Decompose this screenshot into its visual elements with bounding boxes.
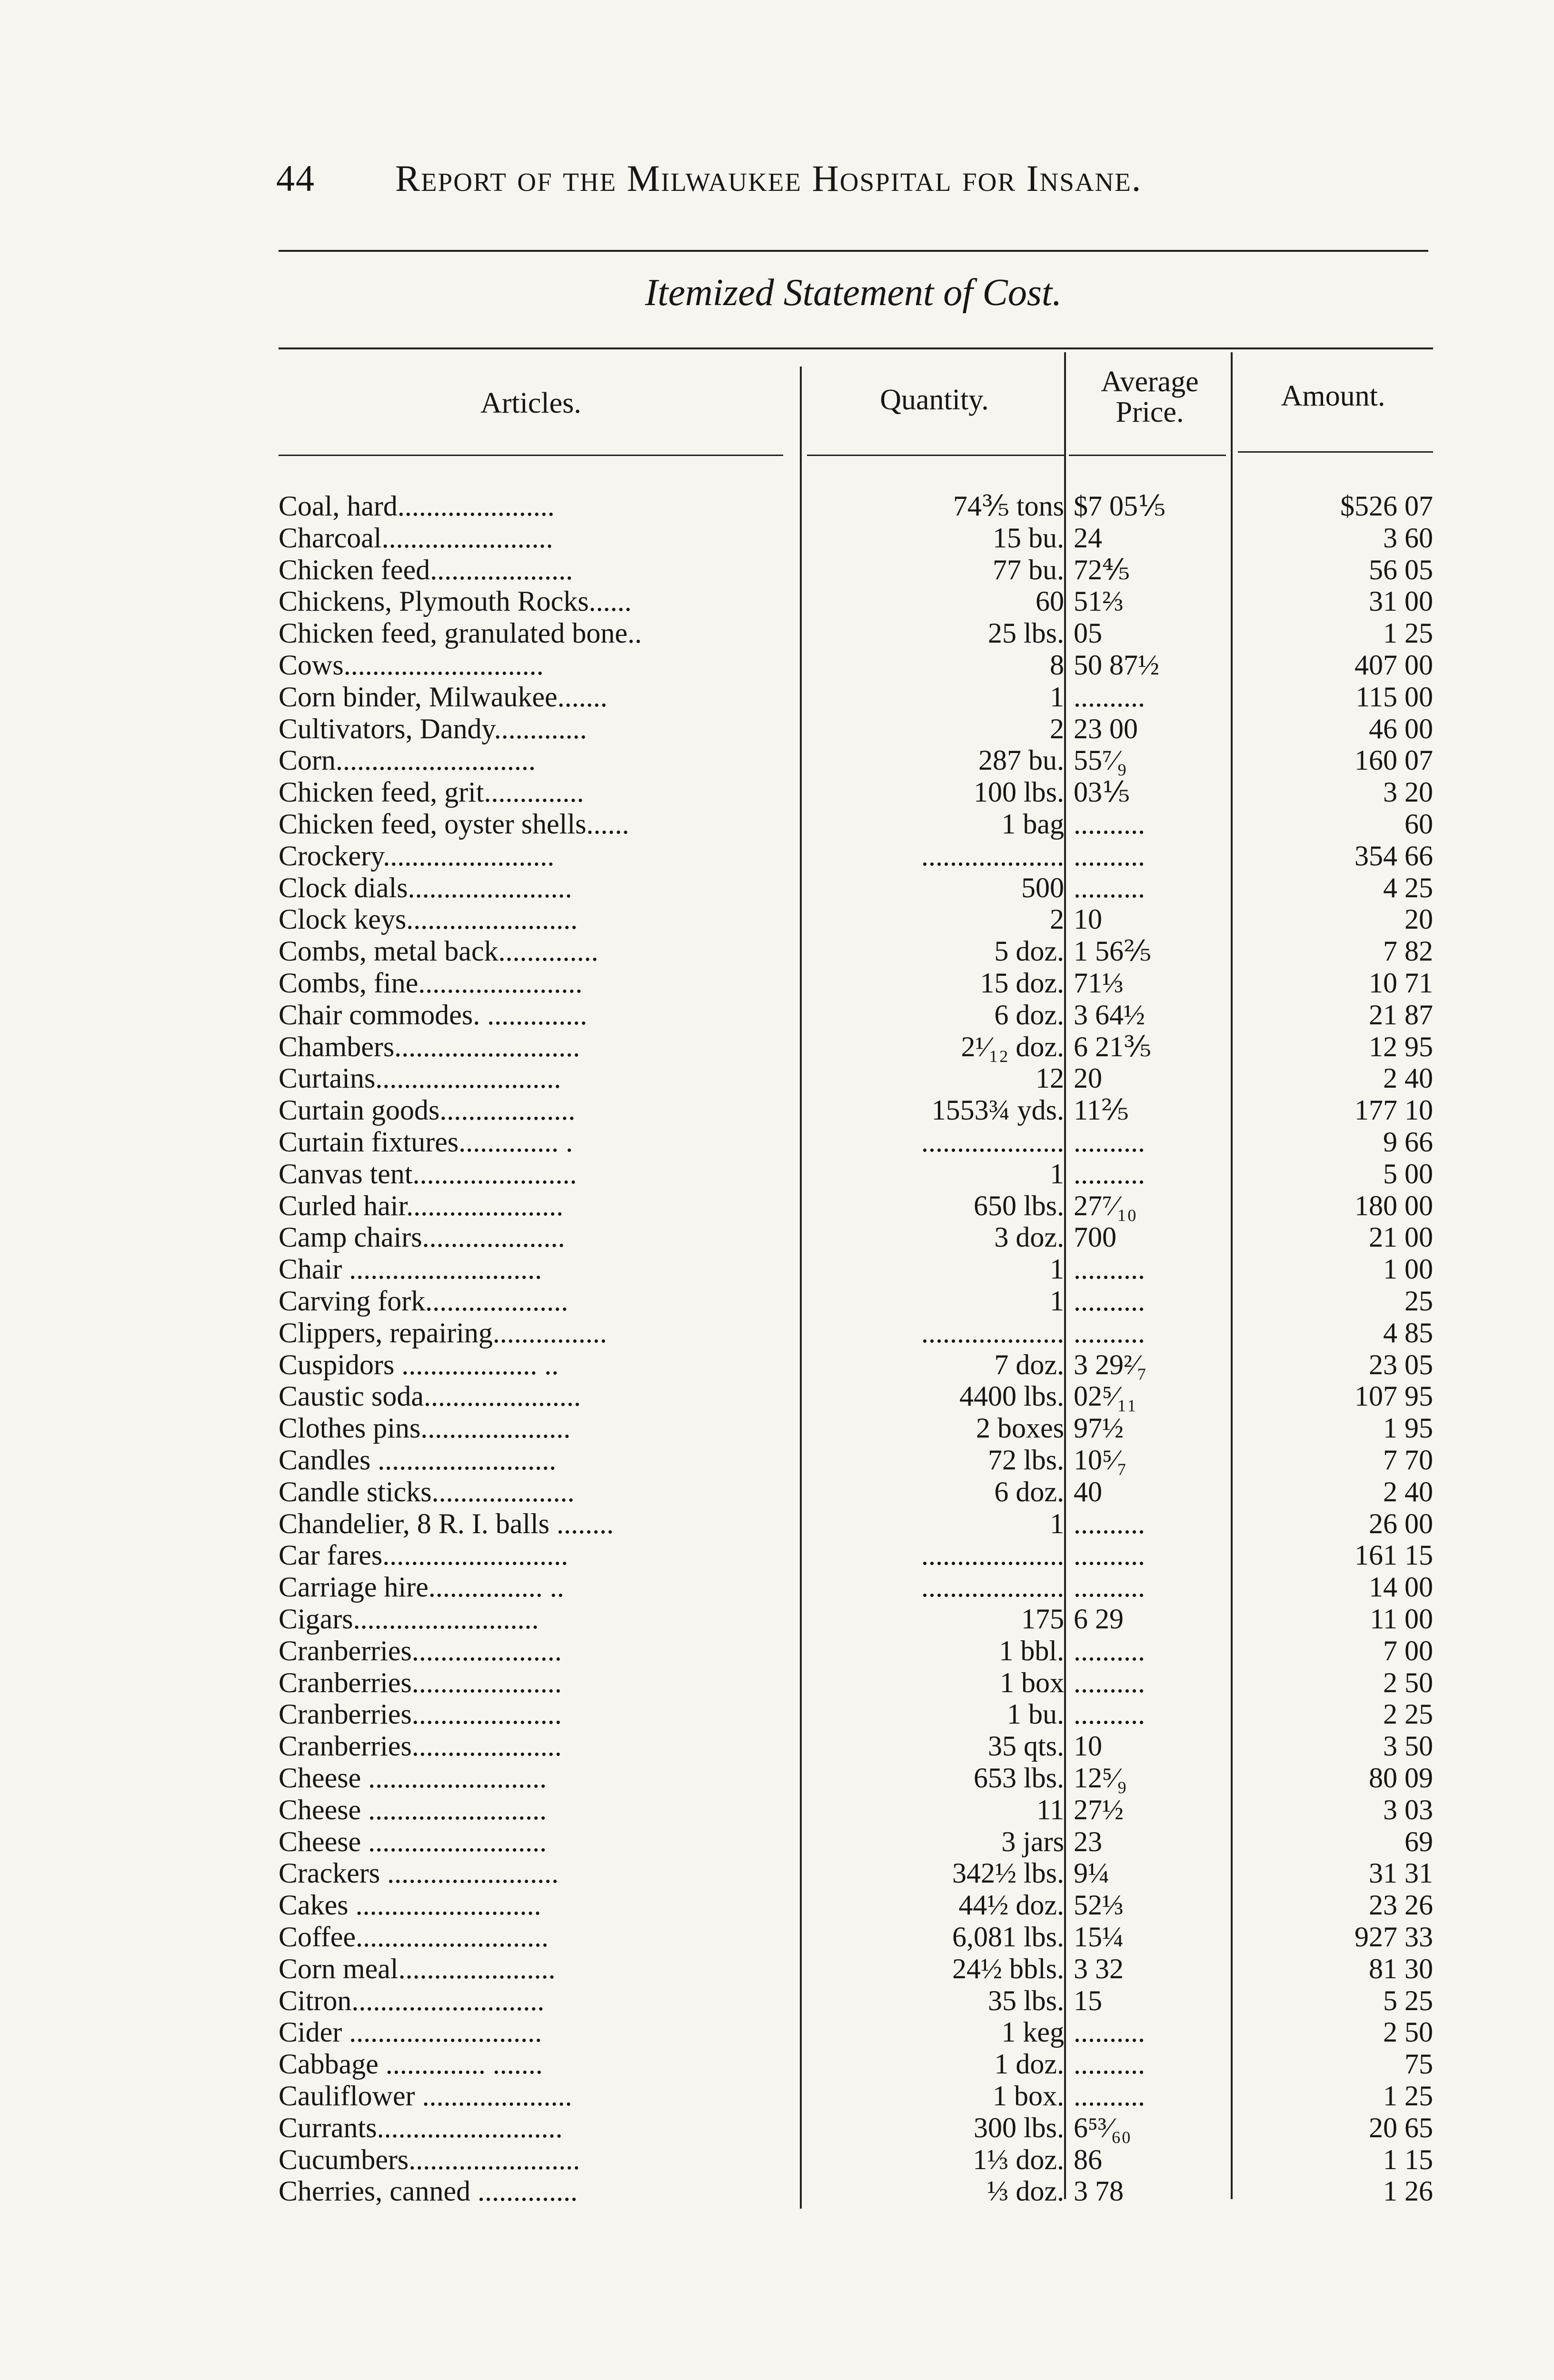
average-price-cell: 9¼ — [1074, 1857, 1109, 1889]
amount-cell: 26 00 — [1369, 1508, 1433, 1539]
table-row — [0, 1698, 1554, 1730]
average-price-cell: 6 29 — [1074, 1603, 1124, 1635]
article-cell: Chicken feed, grit.............. — [279, 776, 584, 808]
article-cell: Chair ........................... — [279, 1253, 542, 1285]
amount-cell: 3 50 — [1383, 1730, 1433, 1762]
amount-cell: 60 — [1405, 808, 1433, 840]
article-cell: Chicken feed, oyster shells...... — [279, 808, 629, 840]
average-price-cell: 05 — [1074, 617, 1102, 649]
average-price-cell: 51⅔ — [1074, 585, 1124, 617]
average-price-cell: .......... — [1074, 1667, 1145, 1698]
average-price-cell: 15 — [1074, 1985, 1102, 2016]
quantity-cell: 77 bu. — [993, 554, 1064, 585]
average-price-cell: 3 78 — [1074, 2175, 1124, 2207]
article-cell: Crackers ........................ — [279, 1857, 559, 1889]
table-row — [0, 1635, 1554, 1667]
article-cell: Citron........................... — [279, 1985, 545, 2016]
amount-cell: 3 20 — [1383, 776, 1433, 808]
amount-cell: 1 26 — [1383, 2175, 1433, 2207]
amount-cell: 1 25 — [1383, 2080, 1433, 2112]
average-price-cell: 55⁷⁄₉ — [1074, 744, 1127, 776]
article-cell: Cranberries..................... — [279, 1698, 562, 1730]
table-row — [0, 1317, 1554, 1349]
table-row — [0, 1412, 1554, 1444]
amount-cell: 31 00 — [1369, 585, 1433, 617]
quantity-cell: 1 doz. — [994, 2048, 1064, 2080]
table-row — [0, 585, 1554, 617]
table-row — [0, 1857, 1554, 1889]
quantity-cell: 2 — [1050, 713, 1064, 744]
article-cell: Chambers.......................... — [279, 1031, 580, 1062]
average-price-cell: .......... — [1074, 1635, 1145, 1666]
table-row — [0, 872, 1554, 904]
quantity-cell: 72 lbs. — [987, 1444, 1064, 1476]
quantity-cell: .................... — [921, 1571, 1064, 1603]
article-cell: Combs, fine....................... — [279, 967, 583, 999]
quantity-cell: 35 qts. — [987, 1730, 1064, 1762]
table-row — [0, 2144, 1554, 2176]
quantity-cell: .................... — [921, 1539, 1064, 1571]
quantity-cell: 6 doz. — [994, 1476, 1064, 1507]
header-rule — [279, 250, 1428, 252]
article-cell: Cakes .......................... — [279, 1889, 541, 1921]
article-cell: Chair commodes. .............. — [279, 999, 588, 1031]
table-row — [0, 1508, 1554, 1540]
table-row — [0, 1921, 1554, 1953]
average-price-cell: 50 87½ — [1074, 649, 1159, 681]
table-row — [0, 1762, 1554, 1794]
average-price-cell: .......... — [1074, 1571, 1145, 1603]
article-cell: Cranberries..................... — [279, 1667, 562, 1698]
amount-cell: 7 70 — [1383, 1444, 1433, 1476]
average-price-cell: .......... — [1074, 840, 1145, 872]
quantity-cell: 1 bag — [1001, 808, 1064, 840]
amount-cell: 3 03 — [1383, 1794, 1433, 1825]
quantity-cell: 653 lbs. — [973, 1762, 1064, 1794]
average-price-cell: 72⅘ — [1074, 554, 1130, 585]
amount-cell: 2 40 — [1383, 1062, 1433, 1094]
table-row — [0, 2112, 1554, 2144]
average-price-cell: .......... — [1074, 808, 1145, 840]
average-price-cell: 12⁵⁄₉ — [1074, 1762, 1127, 1794]
average-price-cell: 23 00 — [1074, 713, 1138, 744]
average-price-cell: 11⅖ — [1074, 1094, 1129, 1126]
table-row — [0, 1953, 1554, 1985]
quantity-cell: 1 bbl. — [999, 1635, 1064, 1666]
quantity-cell: 6,081 lbs. — [952, 1921, 1064, 1953]
table-row — [0, 2080, 1554, 2112]
table-row — [0, 681, 1554, 713]
quantity-cell: 8 — [1050, 649, 1064, 681]
average-price-cell: 6⁵³⁄₆₀ — [1074, 2112, 1131, 2143]
article-cell: Crockery........................ — [279, 840, 555, 872]
quantity-cell: 342½ lbs. — [952, 1857, 1064, 1889]
table-row — [0, 840, 1554, 872]
average-price-cell: 27½ — [1074, 1794, 1124, 1825]
quantity-cell: .................... — [921, 840, 1064, 872]
average-price-cell: .......... — [1074, 1698, 1145, 1730]
quantity-cell: 1 — [1050, 1285, 1064, 1317]
average-price-cell: 27⁷⁄₁₀ — [1074, 1190, 1137, 1221]
table-row — [0, 744, 1554, 776]
average-price-line2: Price. — [1116, 396, 1184, 428]
quantity-cell: 35 lbs. — [987, 1985, 1064, 2016]
amount-cell: 10 71 — [1369, 967, 1433, 999]
amount-cell: 4 85 — [1383, 1317, 1433, 1349]
table-row — [0, 1158, 1554, 1190]
amount-cell: 11 00 — [1370, 1603, 1433, 1635]
amount-cell: 407 00 — [1355, 649, 1433, 681]
average-price-cell: 03⅕ — [1074, 776, 1130, 808]
average-price-cell: 40 — [1074, 1476, 1102, 1507]
table-row — [0, 776, 1554, 808]
article-cell: Cheese ......................... — [279, 1762, 547, 1794]
article-cell: Chandelier, 8 R. I. balls ........ — [279, 1508, 614, 1539]
table-row — [0, 554, 1554, 586]
table-row — [0, 1794, 1554, 1826]
article-cell: Camp chairs.................... — [279, 1221, 565, 1253]
average-price-cell: .......... — [1074, 1539, 1145, 1571]
amount-cell: 1 15 — [1383, 2144, 1433, 2175]
amount-cell: 25 — [1405, 1285, 1433, 1317]
amount-cell: 177 10 — [1355, 1094, 1433, 1126]
table-row — [0, 935, 1554, 967]
statement-title: Itemized Statement of Cost. — [645, 272, 1062, 314]
amount-cell: 69 — [1405, 1826, 1433, 1857]
table-row — [0, 1889, 1554, 1921]
amount-cell: 7 00 — [1383, 1635, 1433, 1666]
amount-cell: 107 95 — [1355, 1380, 1433, 1412]
article-cell: Chicken feed.................... — [279, 554, 573, 585]
article-cell: Cider ........................... — [279, 2016, 542, 2048]
amount-cell: 23 05 — [1369, 1349, 1433, 1380]
table-row — [0, 490, 1554, 522]
quantity-cell: 300 lbs. — [973, 2112, 1064, 2143]
table-row — [0, 1667, 1554, 1699]
article-cell: Charcoal........................ — [279, 522, 553, 554]
quantity-cell: 4400 lbs. — [959, 1380, 1064, 1412]
amount-cell: 1 00 — [1383, 1253, 1433, 1285]
table-row — [0, 2175, 1554, 2207]
quantity-cell: 1 box — [1000, 1667, 1064, 1698]
quantity-header-rule — [807, 455, 1064, 456]
article-cell: Carving fork.................... — [279, 1285, 568, 1317]
quantity-cell: 25 lbs. — [987, 617, 1064, 649]
table-row — [0, 649, 1554, 681]
quantity-cell: .................... — [921, 1317, 1064, 1349]
amount-cell: 21 87 — [1369, 999, 1433, 1031]
average-price-cell: 700 — [1074, 1221, 1116, 1253]
average-price-cell: 97½ — [1074, 1412, 1124, 1444]
article-cell: Coffee........................... — [279, 1921, 549, 1953]
amount-cell: 1 95 — [1383, 1412, 1433, 1444]
amount-cell: 5 25 — [1383, 1985, 1433, 2016]
quantity-cell: 100 lbs. — [973, 776, 1064, 808]
quantity-cell: 74⅗ tons — [953, 490, 1064, 522]
amount-cell: 354 66 — [1355, 840, 1433, 872]
table-row — [0, 2016, 1554, 2048]
table-row — [0, 967, 1554, 999]
amount-cell: 80 09 — [1369, 1762, 1433, 1794]
article-cell: Cheese ......................... — [279, 1826, 547, 1857]
amount-cell: 160 07 — [1355, 744, 1433, 776]
article-cell: Clippers, repairing................ — [279, 1317, 607, 1349]
table-row — [0, 1221, 1554, 1253]
quantity-cell: 6 doz. — [994, 999, 1064, 1031]
amount-header-rule — [1238, 451, 1433, 453]
average-price-cell: 10 — [1074, 1730, 1102, 1762]
average-price-cell: 6 21⅗ — [1074, 1031, 1152, 1062]
table-row — [0, 1826, 1554, 1858]
amount-cell: 14 00 — [1369, 1571, 1433, 1603]
article-cell: Cranberries..................... — [279, 1730, 562, 1762]
table-row — [0, 1031, 1554, 1063]
quantity-cell: 1 — [1050, 1158, 1064, 1190]
table-row — [0, 1571, 1554, 1603]
quantity-cell: 287 bu. — [978, 744, 1064, 776]
average-price-cell: 3 64½ — [1074, 999, 1145, 1031]
article-cell: Corn meal...................... — [279, 1953, 556, 1984]
amount-cell: 161 15 — [1355, 1539, 1433, 1571]
articles-header-rule — [279, 455, 783, 456]
quantity-cell: 1 — [1050, 1508, 1064, 1539]
amount-cell: 2 25 — [1383, 1698, 1433, 1730]
article-cell: Clock dials....................... — [279, 872, 572, 903]
table-row — [0, 1062, 1554, 1094]
average-price-cell: 24 — [1074, 522, 1102, 554]
quantity-cell: 2 — [1050, 903, 1064, 935]
column-header-quantity: Quantity. — [880, 384, 989, 416]
table-row — [0, 808, 1554, 840]
article-cell: Corn binder, Milwaukee....... — [279, 681, 608, 713]
amount-cell: 81 30 — [1369, 1953, 1433, 1984]
article-cell: Cigars.......................... — [279, 1603, 539, 1635]
table-row — [0, 1380, 1554, 1412]
amount-cell: 20 65 — [1369, 2112, 1433, 2143]
table-row — [0, 1476, 1554, 1508]
quantity-cell: ⅓ doz. — [987, 2175, 1064, 2207]
column-header-amount: Amount. — [1281, 380, 1385, 412]
article-cell: Candle sticks.................... — [279, 1476, 575, 1507]
table-row — [0, 1444, 1554, 1476]
article-cell: Cranberries..................... — [279, 1635, 562, 1666]
amount-cell: 9 66 — [1383, 1126, 1433, 1158]
amount-cell: 927 33 — [1355, 1921, 1433, 1953]
quantity-cell: 44½ doz. — [958, 1889, 1064, 1921]
column-header-average-price — [1066, 367, 1233, 427]
report-title: Report of the Milwaukee Hospital for Insane. — [395, 158, 1142, 199]
quantity-cell: 2 boxes — [976, 1412, 1064, 1444]
amount-cell: 20 — [1405, 903, 1433, 935]
table-row — [0, 1603, 1554, 1635]
average-price-cell: .......... — [1074, 1317, 1145, 1349]
article-cell: Corn............................ — [279, 744, 536, 776]
table-row — [0, 1285, 1554, 1317]
article-cell: Clock keys........................ — [279, 903, 578, 935]
average-price-cell: .......... — [1074, 1158, 1145, 1190]
table-row — [0, 1349, 1554, 1381]
quantity-cell: 5 doz. — [994, 935, 1064, 967]
amount-cell: 23 26 — [1369, 1889, 1433, 1921]
amount-cell: 2 40 — [1383, 1476, 1433, 1507]
quantity-cell: 3 jars — [1001, 1826, 1064, 1857]
amount-cell: 56 05 — [1369, 554, 1433, 585]
amount-cell: 31 31 — [1369, 1857, 1433, 1889]
article-cell: Cheese ......................... — [279, 1794, 547, 1825]
table-row — [0, 1190, 1554, 1222]
price-header-rule — [1069, 455, 1226, 456]
article-cell: Candles ......................... — [279, 1444, 557, 1476]
table-row — [0, 1253, 1554, 1285]
table-row — [0, 1985, 1554, 2017]
quantity-cell: 1553¾ yds. — [931, 1094, 1064, 1126]
quantity-cell: 11 — [1036, 1794, 1064, 1825]
article-cell: Chicken feed, granulated bone.. — [279, 617, 642, 649]
average-price-cell: 10 — [1074, 903, 1102, 935]
quantity-cell: 60 — [1036, 585, 1064, 617]
average-price-cell: .......... — [1074, 1253, 1145, 1285]
average-price-cell: 02⁵⁄₁₁ — [1074, 1380, 1137, 1412]
quantity-cell: 3 doz. — [994, 1221, 1064, 1253]
average-price-cell: .......... — [1074, 872, 1145, 903]
table-row — [0, 999, 1554, 1031]
article-cell: Curtain goods................... — [279, 1094, 576, 1126]
amount-cell: $526 07 — [1340, 490, 1433, 522]
article-cell: Cuspidors ................... .. — [279, 1349, 559, 1380]
table-row — [0, 1539, 1554, 1571]
article-cell: Curled hair...................... — [279, 1190, 564, 1221]
article-cell: Canvas tent....................... — [279, 1158, 577, 1190]
average-price-cell: .......... — [1074, 681, 1145, 713]
average-price-cell: .......... — [1074, 2048, 1145, 2080]
average-price-cell: 15¼ — [1074, 1921, 1124, 1953]
table-row — [0, 713, 1554, 745]
column-header-articles: Articles. — [480, 387, 581, 419]
article-cell: Cauliflower ..................... — [279, 2080, 572, 2112]
amount-cell: 12 95 — [1369, 1031, 1433, 1062]
amount-cell: 4 25 — [1383, 872, 1433, 903]
quantity-cell: 1 bu. — [1007, 1698, 1064, 1730]
amount-cell: 115 00 — [1355, 681, 1433, 713]
table-row — [0, 522, 1554, 554]
average-price-cell: .......... — [1074, 1126, 1145, 1158]
quantity-cell: 1 — [1050, 1253, 1064, 1285]
average-price-cell: 86 — [1074, 2144, 1102, 2175]
quantity-cell: 175 — [1021, 1603, 1064, 1635]
article-cell: Cabbage .............. ....... — [279, 2048, 543, 2080]
average-price-cell: 10⁵⁄₇ — [1074, 1444, 1127, 1476]
article-cell: Cucumbers........................ — [279, 2144, 580, 2175]
article-cell: Clothes pins..................... — [279, 1412, 571, 1444]
average-price-cell: 52⅓ — [1074, 1889, 1124, 1921]
table-row — [0, 903, 1554, 935]
article-cell: Cows............................ — [279, 649, 544, 681]
average-price-cell: .......... — [1074, 1508, 1145, 1539]
average-price-cell: 3 32 — [1074, 1953, 1124, 1984]
quantity-cell: 1 — [1050, 681, 1064, 713]
quantity-cell: 1 keg — [1001, 2016, 1064, 2048]
amount-cell: 180 00 — [1355, 1190, 1433, 1221]
table-row — [0, 1730, 1554, 1762]
amount-cell: 21 00 — [1369, 1221, 1433, 1253]
average-price-cell: 3 29²⁄₇ — [1074, 1349, 1147, 1380]
article-cell: Car fares.......................... — [279, 1539, 568, 1571]
quantity-cell: 1 box. — [993, 2080, 1064, 2112]
table-row — [0, 1126, 1554, 1158]
amount-cell: 5 00 — [1383, 1158, 1433, 1190]
article-cell: Currants.......................... — [279, 2112, 563, 2143]
amount-cell: 2 50 — [1383, 1667, 1433, 1698]
article-cell: Combs, metal back.............. — [279, 935, 598, 967]
amount-cell: 1 25 — [1383, 617, 1433, 649]
average-price-cell: $7 05⅕ — [1074, 490, 1166, 522]
quantity-cell: 15 doz. — [980, 967, 1064, 999]
table-top-rule — [279, 347, 1433, 349]
amount-cell: 7 82 — [1383, 935, 1433, 967]
table-row — [0, 617, 1554, 649]
average-price-cell: .......... — [1074, 1285, 1145, 1317]
quantity-cell: 1⅓ doz. — [973, 2144, 1064, 2175]
amount-cell: 46 00 — [1369, 713, 1433, 744]
quantity-cell: 15 bu. — [993, 522, 1064, 554]
average-price-line1: Average — [1101, 366, 1199, 398]
quantity-cell: 500 — [1021, 872, 1064, 903]
average-price-cell: 23 — [1074, 1826, 1102, 1857]
quantity-cell: 24½ bbls. — [952, 1953, 1064, 1984]
amount-cell: 75 — [1405, 2048, 1433, 2080]
article-cell: Chickens, Plymouth Rocks...... — [279, 585, 632, 617]
average-price-cell: .......... — [1074, 2016, 1145, 2048]
quantity-cell: .................... — [921, 1126, 1064, 1158]
table-row — [0, 1094, 1554, 1126]
quantity-cell: 650 lbs. — [973, 1190, 1064, 1221]
article-cell: Coal, hard...................... — [279, 490, 555, 522]
article-cell: Curtains.......................... — [279, 1062, 561, 1094]
average-price-cell: .......... — [1074, 2080, 1145, 2112]
article-cell: Caustic soda...................... — [279, 1380, 581, 1412]
article-cell: Carriage hire................ .. — [279, 1571, 564, 1603]
article-cell: Cultivators, Dandy............. — [279, 713, 587, 744]
average-price-cell: 20 — [1074, 1062, 1102, 1094]
page-number: 44 — [276, 158, 315, 199]
table-row — [0, 2048, 1554, 2080]
quantity-cell: 12 — [1036, 1062, 1064, 1094]
article-cell: Cherries, canned .............. — [279, 2175, 578, 2207]
amount-cell: 3 60 — [1383, 522, 1433, 554]
quantity-cell: 7 doz. — [994, 1349, 1064, 1380]
amount-cell: 2 50 — [1383, 2016, 1433, 2048]
average-price-cell: 1 56⅖ — [1074, 935, 1152, 967]
average-price-cell: 71⅓ — [1074, 967, 1124, 999]
running-header — [276, 157, 1428, 200]
article-cell: Curtain fixtures.............. . — [279, 1126, 573, 1158]
quantity-cell: 2¹⁄₁₂ doz. — [961, 1031, 1064, 1062]
